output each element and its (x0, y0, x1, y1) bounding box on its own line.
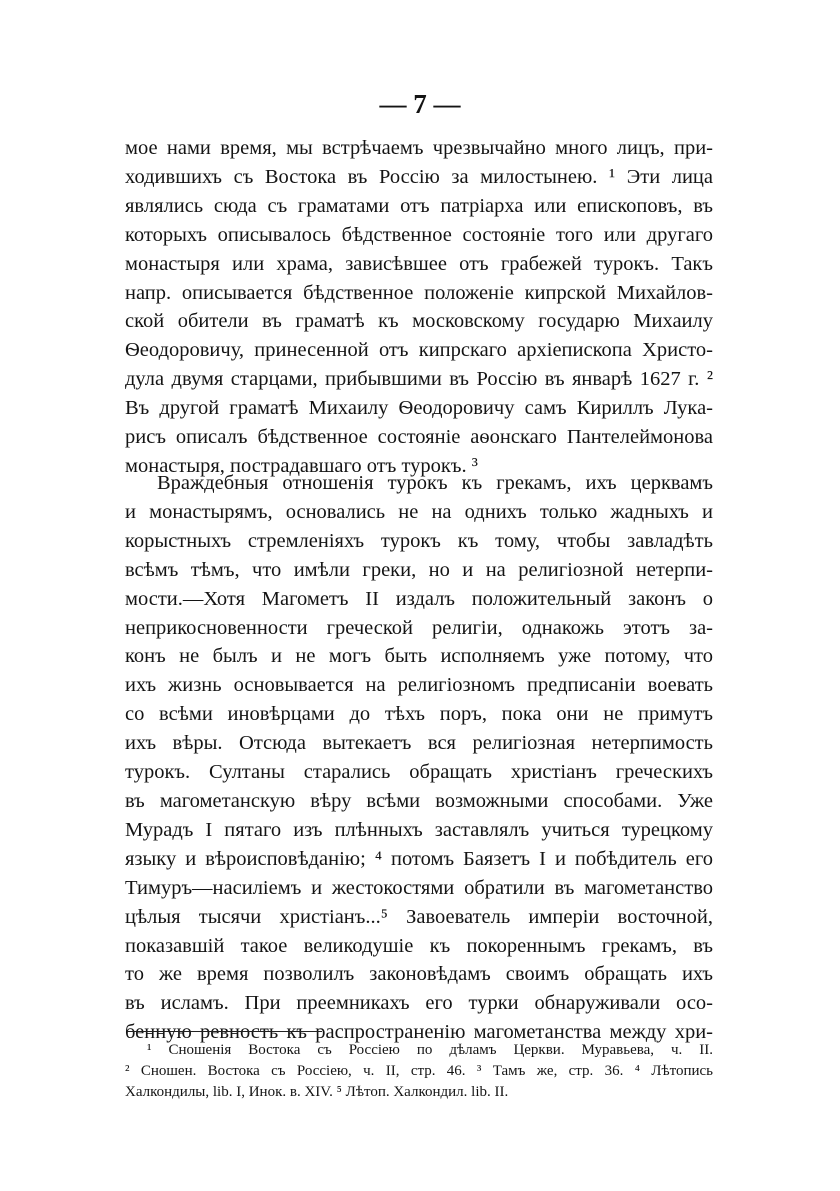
text-line: неприкосновенности греческой религіи, однакожь этотъ за- (125, 616, 713, 639)
text-line: корыстныхъ стремленіяхъ турокъ къ тому, чтобы завладѣть (125, 529, 713, 552)
text-line: конъ не былъ и не могъ быть исполняемъ уже потому, что (125, 645, 713, 668)
text-line: Въ другой граматѣ Михаилу Ѳеодоровичу самъ Кириллъ Лука- (125, 397, 713, 420)
text-line: языку и вѣроисповѣданію; ⁴ потомъ Баязетъ I и побѣдитель его (125, 847, 713, 870)
text-line: напр. описывается бѣдственное положеніе кипрской Михайлов- (125, 281, 713, 304)
text-line: показавшій такое великодушіе къ покореннымъ грекамъ, въ (125, 934, 713, 957)
text-line: въ магометанскую вѣру всѣми возможными способами. Уже (125, 789, 713, 812)
text-line: Тимуръ—насиліемъ и жестокостями обратили въ магометанство (125, 876, 713, 899)
text-line: всѣмъ тѣмъ, что имѣли греки, но и на религіозной нетерпи- (125, 558, 713, 581)
text-line: Мурадъ I пятаго изъ плѣнныхъ заставлялъ учиться турецкому (125, 818, 713, 841)
text-line: Враждебныя отношенія турокъ къ грекамъ, ихъ церквамъ (157, 472, 713, 494)
text-line: мости.—Хотя Магометъ II издалъ положительный законъ о (125, 587, 713, 610)
footnote-line: ¹ Сношенія Востока съ Россіею по дѣламъ Церкви. Муравьева, ч. II. (147, 1042, 713, 1058)
text-line: цѣлыя тысячи христіанъ...⁵ Завоеватель имперіи восточной, (125, 905, 713, 928)
text-line: въ исламъ. При преемникахъ его турки обнаруживали осо- (125, 992, 713, 1015)
text-line: ихъ жизнь основывается на религіозномъ предписаніи воевать (125, 674, 713, 697)
text-line: которыхъ описывалось бѣдственное состояніе того или другаго (125, 223, 713, 246)
footnote-divider (127, 1031, 322, 1032)
text-line: и монастырямъ, основались не на однихъ только жадныхъ и (125, 500, 713, 523)
footnotes (125, 1040, 713, 1103)
text-line: ходившихъ съ Востока въ Россію за милостынею. ¹ Эти лица (125, 165, 713, 188)
text-line: дула двумя старцами, прибывшими въ Россію въ январѣ 1627 г. ² (125, 368, 713, 391)
paragraph-1 (125, 134, 713, 481)
text-line: бенную ревность къ распространенію магометанства между хри- (125, 1021, 713, 1044)
text-line: монастыря или храма, зависѣвшее отъ грабежей турокъ. Такъ (125, 252, 713, 275)
text-line: мое нами время, мы встрѣчаемъ чрезвычайно много лицъ, при- (125, 137, 713, 159)
text-line: являлись сюда съ граматами отъ патріарха или епископовъ, въ (125, 194, 713, 217)
text-line: со всѣми иновѣрцами до тѣхъ поръ, пока они не примутъ (125, 703, 713, 726)
text-line: ской обители въ граматѣ къ московскому государю Михаилу (125, 310, 713, 333)
text-line: Ѳеодоровичу, принесенной отъ кипрскаго архіепископа Христо- (125, 339, 713, 362)
footnote-line: ² Сношен. Востока съ Россіею, ч. II, стр. 46. ³ Тамъ же, стр. 36. ⁴ Лѣтопись (125, 1063, 713, 1079)
text-line: монастыря, пострадавшаго отъ турокъ. ³ (125, 454, 478, 477)
text-line: то же время позволилъ законовѣдамъ своимъ обращать ихъ (125, 963, 713, 986)
page-number: — 7 — (379, 89, 461, 119)
paragraph-2 (125, 469, 713, 1047)
footnote-line: Халкондилы, lib. I, Инок. в. XIV. ⁵ Лѣтоп. Халкондил. lib. II. (125, 1084, 509, 1100)
text-line: рисъ описалъ бѣдственное состояніе аѳонскаго Пантелеймонова (125, 426, 713, 449)
text-line: турокъ. Султаны старались обращать христіанъ греческихъ (125, 761, 713, 784)
text-line: ихъ вѣры. Отсюда вытекаетъ вся религіозная нетерпимость (125, 732, 713, 755)
